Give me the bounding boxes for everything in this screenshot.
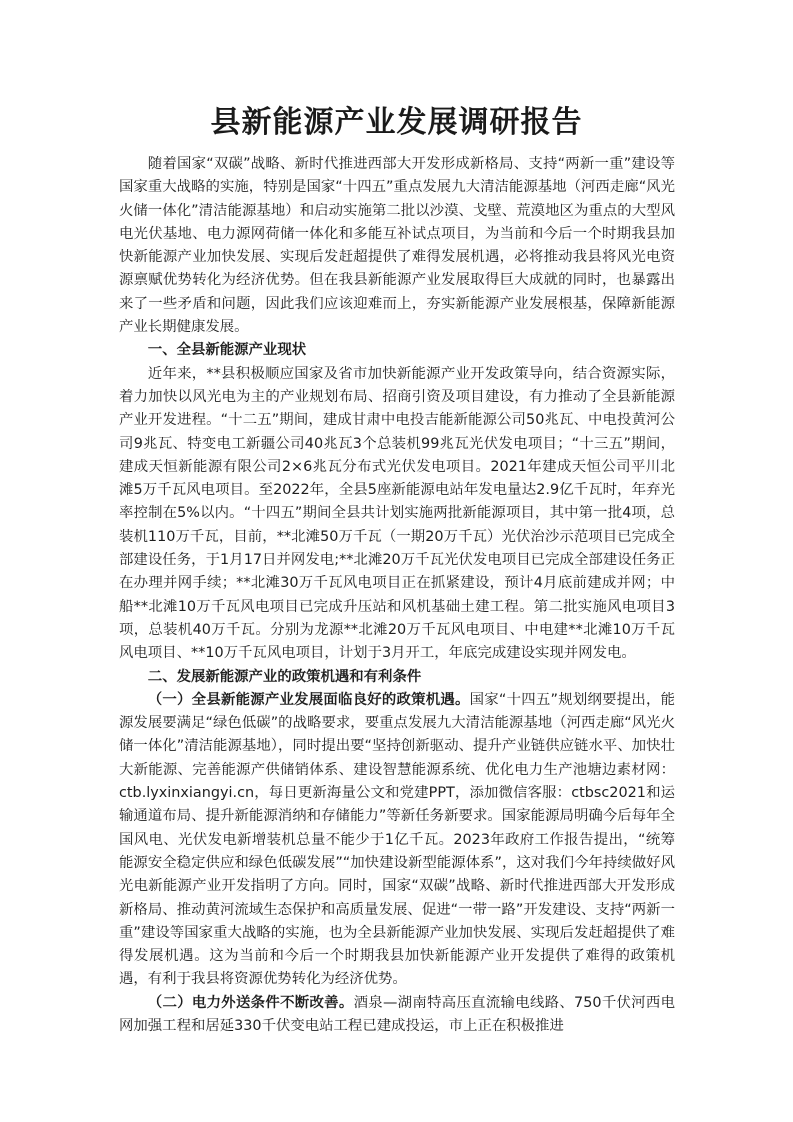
current-status-paragraph: 近年来，**县积极顺应国家及省市加快新能源产业开发政策导向，结合资源实际，着力加快以风光电为主的产业规划布局、招商引资及项目建设，有力推动了全县新能源产业开发进程。“十二五”期间，建成甘肃中电投吉能新能源公司50兆瓦、中电投黄河公司9兆瓦、特变电工新疆公司40兆瓦3个总装机99兆瓦光伏发电项目；“十三五”期间，建成天恒新能源有限公司2×6兆瓦分布式光伏发电项目。2021年建成天恒公司平川北滩5万千瓦风电项目。至2022年，全县5座新能源电站年发电量达2.9亿千瓦时，年弃光率控制在5%以内。“十四五”期间全县共计划实施两批新能源项目，其中第一批4项，总装机110万千瓦，目前，**北滩50万千瓦（一期20万千瓦）光伏治沙示范项目已完成全部建设任务，于1月17日并网发电;**北滩20万千瓦光伏发电项目已完成全部建设任务正在办理并网手续；**北滩30万千瓦风电项目正在抓紧建设，预计4月底前建成并网；中船**北滩10万千瓦风电项目已完成升压站和风机基础土建工程。第二批实施风电项目3项，总装机40万千瓦。分别为龙源**北滩20万千瓦风电项目、中电建**北滩10万千瓦风电项目、**10万千瓦风电项目，计划于3月开工，年底完成建设实现并网发电。 — [119, 365, 675, 662]
document-title: 县新能源产业发展调研报告 — [210, 105, 583, 140]
section-heading-current-status: 一、全县新能源产业现状 — [147, 342, 307, 359]
power-transmission-paragraph — [119, 992, 675, 1039]
policy-opportunity-paragraph — [119, 689, 675, 992]
power-transmission-text: 酒泉—湖南特高压直流输电线路、750千伏河西电网加强工程和居延330千伏变电站工程已建成投运，市上正在积极推进 — [119, 994, 675, 1034]
section-heading-policy-opportunities: 二、发展新能源产业的政策机遇和有利条件 — [147, 668, 422, 685]
power-transmission-lead: （二）电力外送条件不断改善。 — [147, 994, 354, 1011]
document-body — [119, 153, 675, 1038]
policy-opportunity-lead: （一）全县新能源产业发展面临良好的政策机遇。 — [147, 691, 470, 708]
intro-paragraph: 随着国家“双碳”战略、新时代推进西部大开发形成新格局、支持“两新一重”建设等国家重大战略的实施，特别是国家“十四五”重点发展九大清洁能源基地（河西走廊“风光火储一体化”清洁能源基地）和启动实施第二批以沙漠、戈壁、荒漠地区为重点的大型风电光伏基地、电力源网荷储一体化和多能互补试点项目，为当前和今后一个时期我县加快新能源产业加快发展、实现后发赶超提供了难得发展机遇，必将推动我县将风光电资源禀赋优势转化为经济优势。但在我县新能源产业发展取得巨大成就的同时，也暴露出来了一些矛盾和问题，因此我们应该迎难而上，夯实新能源产业发展根基，保障新能源产业长期健康发展。 — [119, 156, 675, 336]
policy-opportunity-text: 国家“十四五”规划纲要提出，能源发展要满足“绿色低碳”的战略要求，要重点发展九大清洁能源基地（河西走廊“风光火储一体化”清洁能源基地），同时提出要“坚持创新驱动、提升产业链供应链水平、加快壮大新能源、完善能源产供储销体系、建设智慧能源系统、优化电力生产池塘边素材网：ctb.lyxinxiangyi.cn，每日更新海量公文和党建PPT，添加微信客服：ctbsc2021和运输通道布局、提升新能源消纳和存储能力”等新任务新要求。国家能源局明确今后每年全国风电、光伏发电新增装机总量不能少于1亿千瓦。2023年政府工作报告提出，“统筹能源安全稳定供应和绿色低碳发展”“加快建设新型能源体系”，这对我们今年持续做好风光电新能源产业开发指明了方向。同时，国家“双碳”战略、新时代推进西部大开发形成新格局、推动黄河流域生态保护和高质量发展、促进“一带一路”开发建设、支持“两新一重”建设等国家重大战略的实施，也为全县新能源产业加快发展、实现后发赶超提供了难得发展机遇。这为当前和今后一个时期我县加快新能源产业开发提供了难得的政策机遇，有利于我县将资源优势转化为经济优势。 — [119, 691, 675, 988]
